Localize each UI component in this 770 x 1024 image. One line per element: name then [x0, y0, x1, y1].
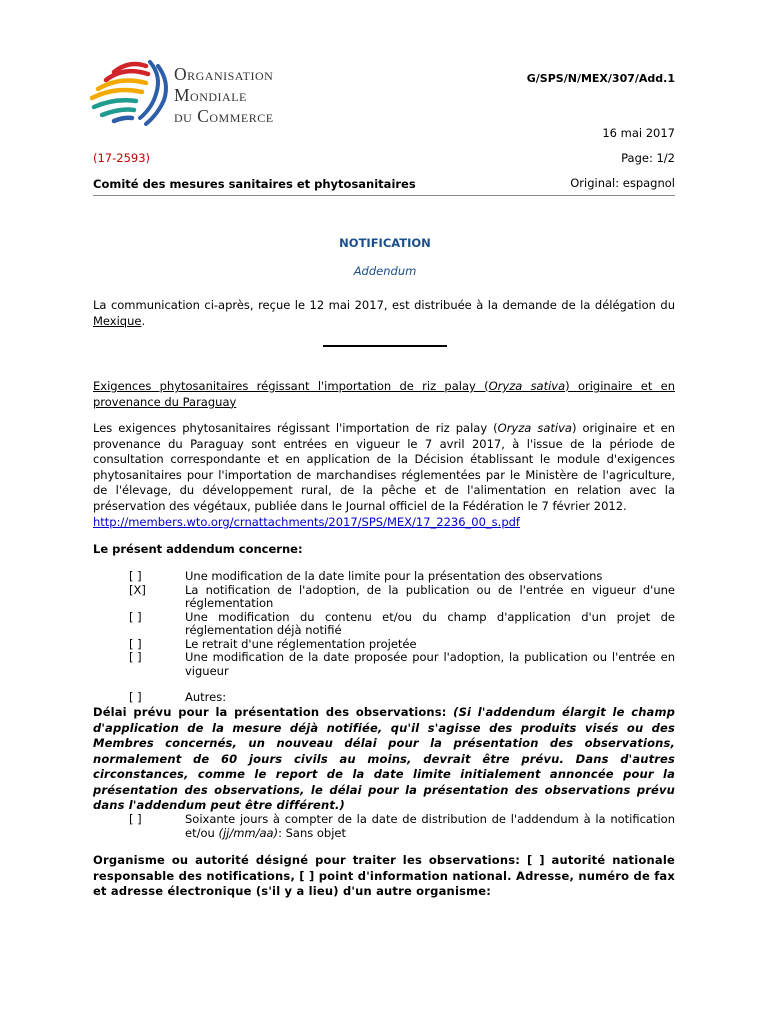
org-name-line-2: Mondiale	[174, 85, 247, 105]
checkbox-empty[interactable]: [ ]	[129, 690, 142, 704]
deadline-paragraph	[93, 705, 675, 814]
header-divider	[93, 195, 675, 196]
addendum-subtitle: Addendum	[353, 264, 417, 278]
deadline-option-text	[185, 813, 675, 840]
list-item	[93, 570, 675, 584]
body-text-1: Les exigences phytosanitaires régissant l'importation de riz palay (	[93, 421, 498, 435]
list-item-text: Autres:	[185, 690, 227, 704]
list-item	[93, 584, 675, 611]
separator-line	[323, 345, 447, 347]
body-species: Oryza sativa	[497, 421, 572, 435]
list-item-text: La notification de l'adoption, de la publication ou de l'entrée en vigueur d'une réglementation	[185, 582, 675, 610]
intro-text: La communication ci-après, reçue le 12 mai 2017, est distribuée à la demande de la délégation du	[93, 298, 675, 312]
subject-species: Oryza sativa	[488, 379, 566, 393]
checkbox-empty[interactable]: [ ]	[129, 636, 142, 651]
option-format: (jj/mm/aa)	[218, 825, 279, 840]
organisation-name	[174, 64, 274, 127]
list-item-text: Une modification du contenu et/ou du champ d'application d'un projet de réglementation déjà notifié	[185, 609, 675, 637]
concerns-heading: Le présent addendum concerne:	[93, 542, 303, 556]
checkbox-empty[interactable]: [ ]	[129, 650, 142, 664]
notification-title: NOTIFICATION	[339, 236, 431, 250]
subject-text-1: Exigences phytosanitaires régissant l'importation de riz palay (	[93, 379, 489, 393]
wto-logo-icon	[84, 58, 174, 128]
org-name-line-1: Organisation	[174, 64, 274, 84]
checkbox-empty[interactable]: [ ]	[129, 569, 142, 583]
list-item	[93, 651, 675, 678]
attachment-link[interactable]: http://members.wto.org/crnattachments/2017/SPS/MEX/17_2236_00_s.pdf	[93, 515, 520, 529]
list-item	[93, 611, 675, 638]
body-text-2: ) originaire et en provenance du Paraguay sont entrées en vigueur le 7 avril 2017, à l'issue de la période de consultation correspondante et en application de la Décision établissant le module d'exigences phytosanitaires pour l'importation de marchandises réglementées par le Ministère de l'agriculture, de l'élevage, du développement rural, de la pêche et de l'alimentation en relation avec la préservation des végétaux, publiée dans le Journal officiel de la Fédération le 7 février 2012.	[93, 421, 675, 513]
checkbox-empty[interactable]: [ ]	[129, 609, 142, 624]
intro-end: .	[141, 313, 146, 328]
list-item-text: Une modification de la date proposée pour l'adoption, la publication ou l'entrée en vigueur	[185, 650, 675, 678]
concerns-list	[93, 570, 675, 705]
list-item	[93, 813, 675, 840]
organism-paragraph: Organisme ou autorité désigné pour traiter les observations: [ ] autorité nationale responsable des notifications, [ ] point d'information national. Adresse, numéro de fax et adresse électronique (s'il y a lieu) d'un autre organisme:	[93, 853, 675, 898]
committee-name: Comité des mesures sanitaires et phytosanitaires	[93, 177, 416, 191]
intro-paragraph	[93, 298, 675, 329]
list-item-text: Une modification de la date limite pour la présentation des observations	[185, 569, 603, 583]
deadline-note: (Si l'addendum élargit le champ d'application de la mesure déjà notifiée, qu'il s'agisse des produits visés ou des Membres concernés, un nouveau délai pour la présentation des observations, normalement de 60 jours civils au moins, devrait être prévu. Dans d'autres circonstances, comme le report de la date limite initialement annoncée pour la présentation des observations, le délai pour la présentation des observations prévu dans l'addendum peut être différent.)	[93, 705, 675, 812]
document-date: 16 mai 2017	[602, 126, 675, 140]
option-text: Soixante jours à compter de la date de distribution de l'addendum à la notification et/ou	[185, 812, 675, 840]
body-paragraph	[93, 421, 675, 514]
intro-country: Mexique	[93, 313, 142, 328]
org-name-line-3: du Commerce	[174, 106, 274, 126]
checkbox-checked[interactable]: [X]	[129, 582, 146, 597]
list-item-text: Le retrait d'une réglementation projetée	[185, 636, 417, 651]
document-reference: G/SPS/N/MEX/307/Add.1	[526, 72, 675, 85]
checkbox-empty[interactable]: [ ]	[129, 812, 142, 826]
deadline-option	[93, 813, 675, 840]
page-indicator: Page: 1/2	[621, 151, 675, 165]
document-number: (17-2593)	[93, 151, 151, 165]
deadline-label: Délai prévu pour la présentation des observations:	[93, 705, 454, 719]
subject-title	[93, 379, 675, 410]
option-end: : Sans objet	[278, 825, 347, 840]
list-item	[93, 691, 675, 705]
subject-text-2: ) originaire et en provenance du Paraguay	[93, 379, 676, 409]
original-language: Original: espagnol	[570, 176, 675, 190]
list-item	[93, 638, 675, 652]
